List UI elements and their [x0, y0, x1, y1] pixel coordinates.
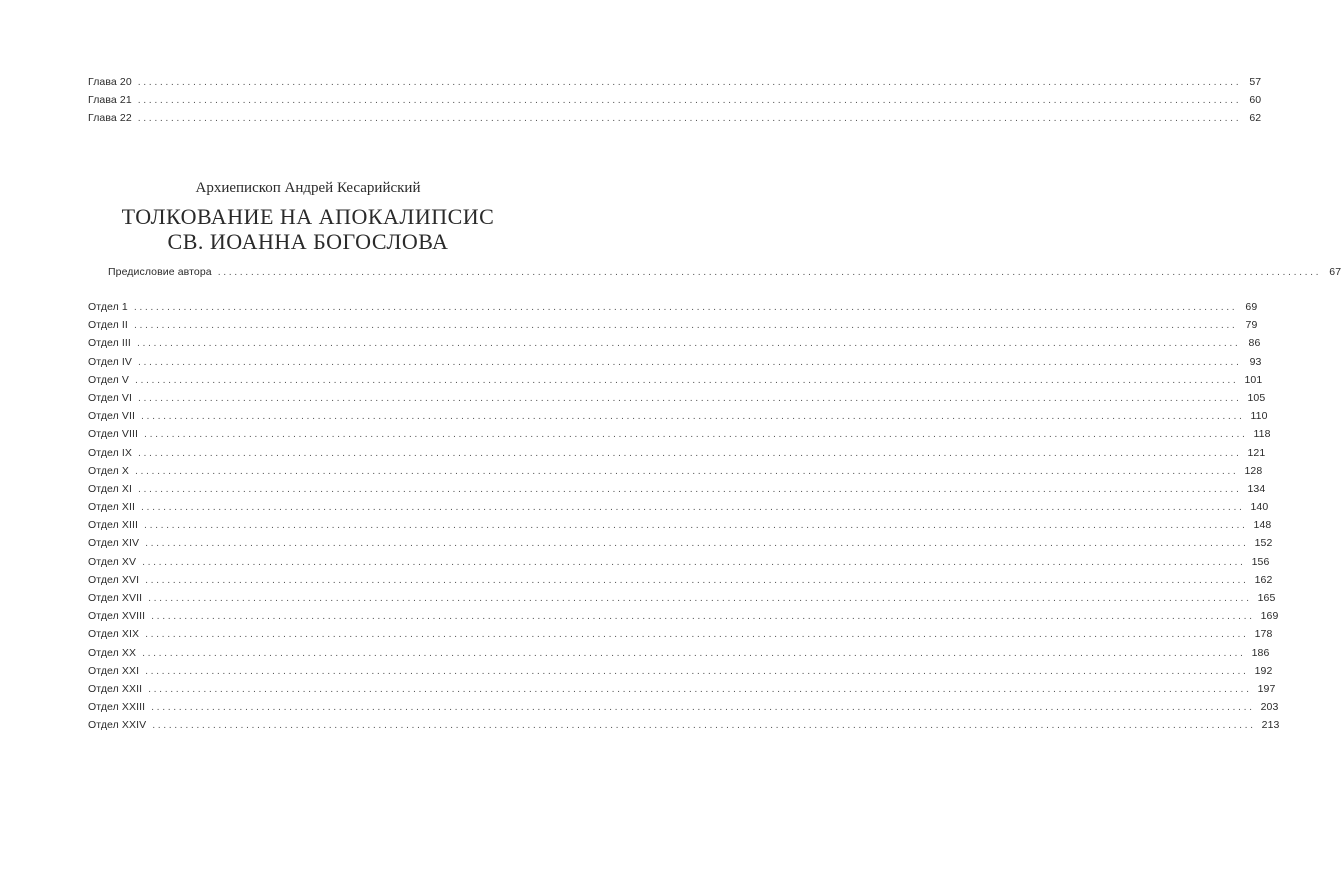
toc-entry[interactable] — [88, 610, 1279, 628]
toc-entry-label: Отдел VIII — [88, 428, 139, 441]
toc-entry-label: Отдел V — [88, 373, 129, 386]
toc-entry-page: 118 — [1253, 428, 1271, 441]
toc-entry-page: 197 — [1257, 682, 1276, 695]
toc-entry[interactable] — [88, 319, 1258, 337]
dot-leader: ........................................................................................................................................................................................................ — [145, 628, 1249, 641]
toc-entry-page: 86 — [1248, 337, 1261, 350]
toc-entry-page: 93 — [1249, 355, 1262, 368]
toc-entry-page: 60 — [1249, 94, 1262, 107]
toc-entry-page: 165 — [1257, 592, 1276, 604]
toc-entry-page: 67 — [1329, 266, 1341, 278]
toc-entry-label: Глава 21 — [88, 94, 132, 107]
toc-entry-label: Отдел IX — [88, 446, 133, 459]
toc-entry-label: Отдел XVII — [88, 592, 143, 604]
toc-entry[interactable] — [88, 592, 1276, 610]
toc-entry[interactable] — [88, 76, 1262, 94]
toc-entry-label: Отдел 1 — [88, 301, 128, 313]
toc-entry-page: 57 — [1249, 76, 1262, 88]
toc-entry-label: Глава 20 — [88, 76, 132, 88]
toc-entry-page: 101 — [1244, 373, 1263, 386]
toc-entry-label: Отдел XII — [88, 501, 136, 514]
toc-entry[interactable] — [108, 266, 1341, 284]
dot-leader: ........................................................................................................................................................................................................ — [142, 646, 1246, 659]
toc-entry-label: Отдел XIII — [88, 519, 139, 532]
toc-entry[interactable] — [88, 646, 1270, 665]
toc-entry-label: Отдел XIV — [88, 537, 140, 550]
dot-leader: ........................................................................................................................................................................................................ — [144, 428, 1248, 441]
dot-leader: ........................................................................................................................................................................................................ — [138, 446, 1242, 459]
dot-leader: ........................................................................................................................................................................................................ — [137, 76, 1242, 88]
dot-leader: ........................................................................................................................................................................................................ — [152, 719, 1256, 732]
toc-entry-page: 62 — [1249, 112, 1262, 125]
dot-leader: ........................................................................................................................................................................................................ — [138, 391, 1242, 404]
toc-entry-page: 169 — [1260, 610, 1279, 623]
dot-leader: ........................................................................................................................................................................................................ — [133, 319, 1238, 332]
toc-entry-label: Отдел XVIII — [88, 610, 146, 623]
toc-entry-label: Отдел XV — [88, 555, 137, 568]
toc-entry[interactable] — [88, 464, 1263, 483]
dot-leader: ........................................................................................................................................................................................................ — [138, 355, 1242, 368]
dot-leader: ........................................................................................................................................................................................................ — [142, 555, 1246, 568]
toc-entry-page: 148 — [1253, 519, 1272, 532]
toc-entry[interactable] — [88, 112, 1262, 130]
toc-entry-label: Отдел XIX — [88, 628, 140, 641]
toc-entry[interactable] — [88, 391, 1266, 410]
toc-entry-label: Отдел II — [88, 319, 128, 332]
toc-entry-page: 156 — [1251, 555, 1270, 568]
toc-entry[interactable] — [88, 410, 1268, 428]
dot-leader: ........................................................................................................................................................................................................ — [137, 112, 1242, 125]
toc-entry[interactable] — [88, 555, 1270, 574]
dot-leader: ........................................................................................................................................................................................................ — [145, 537, 1249, 550]
dot-leader: ........................................................................................................................................................................................................ — [135, 464, 1239, 477]
toc-entry[interactable] — [88, 573, 1273, 592]
section-author: Архиепископ Андрей Кесарийский — [195, 180, 421, 196]
toc-entry[interactable] — [88, 501, 1269, 519]
toc-entry-label: Отдел VII — [88, 410, 136, 423]
dot-leader: ........................................................................................................................................................................................................ — [151, 610, 1255, 623]
toc-entry-page: 134 — [1247, 482, 1266, 495]
toc-entry[interactable] — [88, 355, 1262, 374]
dot-leader: ........................................................................................................................................................................................................ — [151, 701, 1255, 714]
dot-leader: ........................................................................................................................................................................................................ — [138, 482, 1242, 495]
toc-entry[interactable] — [88, 337, 1261, 355]
toc-entry[interactable] — [88, 428, 1271, 446]
toc-entry[interactable] — [88, 519, 1272, 537]
toc-entry[interactable] — [88, 537, 1273, 555]
toc-chapters — [88, 76, 1262, 131]
toc-entry[interactable] — [88, 373, 1263, 392]
toc-entry-label: Отдел XI — [88, 482, 133, 495]
dot-leader: ........................................................................................................................................................................................................ — [135, 373, 1239, 386]
toc-entry-page: 162 — [1254, 573, 1273, 586]
dot-leader: ........................................................................................................................................................................................................ — [133, 301, 1238, 313]
dot-leader: ........................................................................................................................................................................................................ — [148, 682, 1252, 695]
toc-entry[interactable] — [88, 301, 1258, 319]
toc-entry-page: 192 — [1254, 664, 1273, 677]
toc-entry-page: 186 — [1251, 646, 1270, 659]
toc-entry-page: 128 — [1244, 464, 1263, 477]
toc-entry-label: Отдел XXIV — [88, 719, 147, 732]
toc-entry-label: Отдел VI — [88, 391, 133, 404]
toc-entry-label: Глава 22 — [88, 112, 132, 125]
toc-entry-page: 79 — [1245, 319, 1258, 332]
toc-entry[interactable] — [88, 682, 1276, 701]
toc-entry-label: Отдел XXIII — [88, 701, 146, 714]
toc-entry[interactable] — [88, 719, 1280, 737]
toc-entry[interactable] — [88, 628, 1273, 646]
toc-entry-page: 203 — [1260, 701, 1279, 714]
toc-entry-page: 178 — [1254, 628, 1273, 641]
dot-leader: ........................................................................................................................................................................................................ — [136, 337, 1241, 350]
dot-leader: ........................................................................................................................................................................................................ — [144, 519, 1248, 532]
dot-leader: ........................................................................................................................................................................................................ — [145, 573, 1249, 586]
dot-leader: ........................................................................................................................................................................................................ — [217, 266, 1322, 278]
toc-entry-label: Отдел X — [88, 464, 129, 477]
toc-entry-label: Отдел XVI — [88, 573, 140, 586]
dot-leader: ........................................................................................................................................................................................................ — [141, 501, 1245, 514]
toc-entry[interactable] — [88, 701, 1279, 719]
toc-entry-page: 121 — [1247, 446, 1266, 459]
toc-entry-page: 152 — [1254, 537, 1273, 550]
section-title-line-1: ТОЛКОВАНИЕ НА АПОКАЛИПСИС — [121, 204, 495, 229]
toc-entry-page: 140 — [1250, 501, 1269, 514]
dot-leader: ........................................................................................................................................................................................................ — [145, 664, 1249, 677]
toc-entry-label: Отдел XXI — [88, 664, 140, 677]
dot-leader: ........................................................................................................................................................................................................ — [141, 410, 1245, 423]
toc-entry-label: Отдел IV — [88, 355, 133, 368]
toc-entry-label: Отдел XXII — [88, 682, 143, 695]
toc-entry-label: Отдел XX — [88, 646, 137, 659]
toc-entry-page: 105 — [1247, 391, 1266, 404]
toc-entry[interactable] — [88, 446, 1266, 465]
toc-entry-page: 69 — [1245, 301, 1258, 313]
toc-entry-label: Отдел III — [88, 337, 131, 350]
toc-entry-label: Предисловие автора — [108, 266, 212, 278]
toc-departments — [88, 301, 1280, 738]
toc-entry-page: 213 — [1261, 719, 1280, 732]
toc-entry[interactable] — [88, 482, 1266, 501]
toc-entry[interactable] — [88, 664, 1273, 683]
section-title-line-2: СВ. ИОАННА БОГОСЛОВА — [167, 229, 449, 254]
dot-leader: ........................................................................................................................................................................................................ — [137, 94, 1242, 107]
toc-preface — [108, 266, 1341, 284]
dot-leader: ........................................................................................................................................................................................................ — [148, 592, 1252, 604]
toc-entry-page: 110 — [1250, 410, 1268, 423]
toc-entry[interactable] — [88, 94, 1262, 112]
